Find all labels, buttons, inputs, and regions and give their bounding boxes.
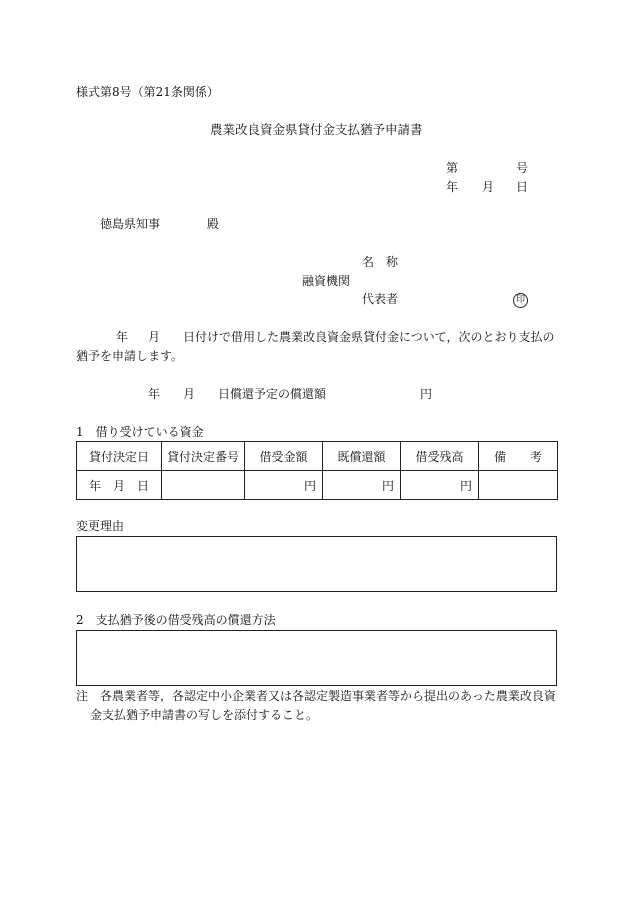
cell-balance[interactable]: 円 (401, 471, 479, 500)
reason-label: 変更理由 (76, 519, 125, 533)
body-line2: 猶予を申請します。 (76, 349, 184, 363)
addressee-honorific: 殿 (207, 217, 220, 231)
doc-no-prefix: 第 (446, 161, 459, 175)
form-number: 様式第8号（第21条関係） (76, 85, 219, 99)
body-year: 年 (116, 330, 129, 344)
body-month: 月 (148, 330, 161, 344)
header-remarks: 備 考 (479, 442, 558, 471)
repayment-month: 月 (183, 387, 196, 401)
loan-table-header (77, 442, 558, 471)
cell-loan-number[interactable] (162, 471, 245, 500)
applicant-org-label: 融資機関 (302, 274, 351, 288)
document-title: 農業改良資金県貸付金支払猶予申請書 (210, 122, 423, 137)
note-line2: 金支払猶予申請書の写しを添付すること。 (90, 708, 319, 722)
date-day: 日 (516, 180, 529, 194)
repayment-method-box[interactable] (76, 630, 557, 686)
repayment-text: 日償還予定の償還額 (218, 387, 327, 401)
cell-remarks[interactable] (479, 471, 558, 500)
applicant-rep-label: 代表者 (362, 292, 399, 306)
applicant-name-label: 名 称 (362, 255, 399, 269)
header-balance: 借受残高 (401, 442, 479, 471)
section2-heading: 2 支払猶予後の借受残高の償還方法 (76, 613, 276, 627)
reason-box[interactable] (76, 536, 557, 592)
header-loan-number: 貸付決定番号 (162, 442, 245, 471)
cell-repaid-amount[interactable]: 円 (323, 471, 401, 500)
section1-heading: 1 借り受けている資金 (76, 425, 204, 439)
header-repaid-amount: 既償還額 (323, 442, 401, 471)
seal-text: 印 (513, 293, 528, 308)
note-line1: 注 各農業者等，各認定中小企業者又は各認定製造事業者等から提出のあった農業改良資 (76, 689, 556, 703)
body-line1: 日付けで借用した農業改良資金県貸付金について，次のとおり支払の (183, 330, 555, 344)
cell-loan-amount[interactable]: 円 (245, 471, 323, 500)
doc-no-suffix: 号 (516, 161, 529, 175)
table-row (77, 471, 558, 500)
header-loan-amount: 借受金額 (245, 442, 323, 471)
date-month: 月 (482, 180, 495, 194)
repayment-unit: 円 (420, 387, 433, 401)
seal-mark (513, 292, 528, 308)
date-year: 年 (446, 180, 459, 194)
cell-loan-date[interactable]: 年 月 日 (77, 471, 162, 500)
addressee-name: 徳島県知事 (100, 217, 161, 231)
loan-table (76, 441, 558, 500)
header-loan-date: 貸付決定日 (77, 442, 162, 471)
repayment-year: 年 (148, 387, 161, 401)
